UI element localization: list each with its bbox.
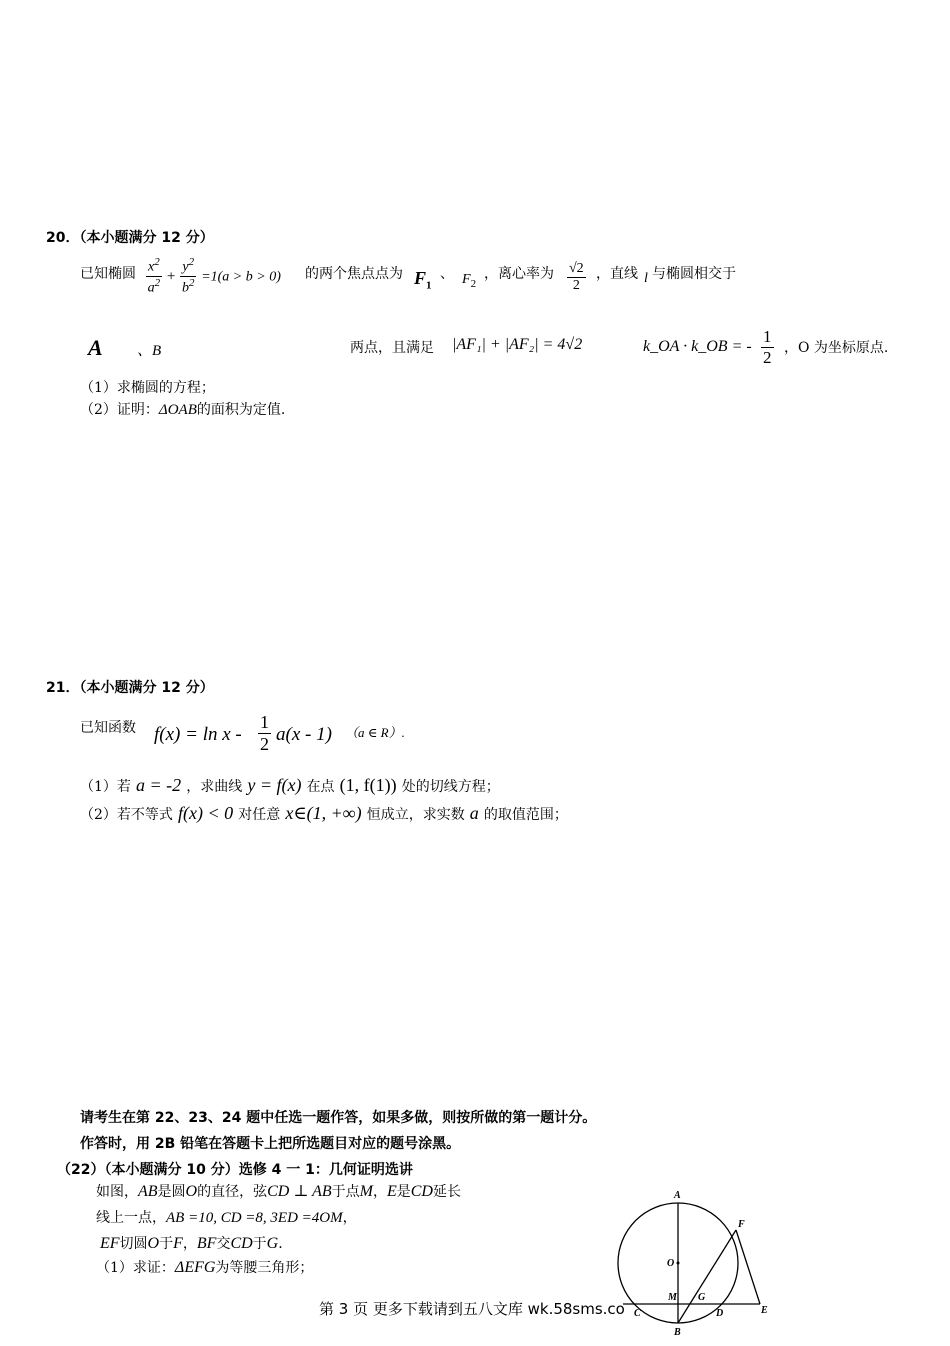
ellipse-equation: $\frac{x^2}{a^2}$ + $\frac{y^2}{b^2}$ =1(a > b > 0) — [147, 256, 281, 296]
q22-header: （22）（本小题满分 10 分）选修 4 一 1：几何证明选讲 — [57, 1162, 413, 1178]
label-e: E — [761, 1305, 768, 1316]
origin-note: ，O 为坐标原点. — [784, 340, 889, 356]
notice-line-1: 请考生在第 22、23、24 题中任选一题作答，如果多做，则按所做的第一题计分。 — [80, 1110, 597, 1126]
slope-product: k_OA · k_OB = - — [643, 338, 752, 355]
q21-part2: （2）若不等式 f(x) < 0 对任意 x∈(1, +∞) 恒成立，求实数 a 的取值范围； — [80, 803, 568, 823]
label-f: F — [738, 1219, 745, 1230]
page-footer: 第 3 页 更多下载请到五八文库 wk.58sms.co — [319, 1300, 625, 1318]
function-domain: （a ∈ R）. — [345, 725, 405, 740]
circle-geometry-figure — [610, 1180, 790, 1340]
focus-f1: $F_1$ — [414, 268, 432, 292]
q21-header: 21．（本小题满分 12 分） — [46, 680, 214, 696]
q20-part2: （2）证明：ΔOAB的面积为定值. — [80, 402, 286, 418]
label-g: G — [698, 1292, 706, 1303]
q21-part1: （1）若 a = -2 ，求曲线 y = f(x) 在点 (1, f(1)) 处的切线方程； — [80, 775, 500, 795]
q21-intro: 已知函数 — [80, 720, 136, 736]
function-definition: f(x) = ln x - — [154, 724, 242, 745]
segment-bf — [678, 1230, 736, 1323]
eccentricity-value: $\frac{√2}{2}$ — [569, 261, 584, 293]
q22-line-3: EF切圆O于F，BF交CD于G. — [100, 1235, 283, 1252]
notice-line-2: 作答时，用 2B 铅笔在答题卡上把所选题目对应的题号涂黑。 — [80, 1136, 461, 1152]
label-c: C — [634, 1308, 641, 1319]
label-d: D — [716, 1308, 724, 1319]
label-b: B — [674, 1327, 681, 1338]
q20-foci-text: 的两个焦点点为 — [305, 266, 403, 282]
line-l: l — [644, 271, 648, 286]
q22-part1: （1）求证：ΔEFG为等腰三角形； — [96, 1259, 314, 1276]
focal-sum-condition: |AF₁| + |AF₂| = 4√2 — [452, 336, 583, 353]
focus-f2: $F_2$ — [462, 272, 477, 290]
label-o: O — [667, 1258, 675, 1269]
q22-line-1: 如图，AB是圆O的直径，弦CD ⊥ AB于点M，E是CD延长 — [96, 1183, 461, 1200]
point-a: A — [88, 335, 103, 360]
label-m: M — [668, 1292, 677, 1303]
tangent-ef — [736, 1230, 760, 1304]
label-a: A — [674, 1190, 681, 1201]
q20-intro: 已知椭圆 — [80, 266, 136, 282]
q20-header: 20．（本小题满分 12 分） — [46, 230, 214, 246]
q22-line-2: 线上一点，AB =10, CD =8, 3ED =4OM， — [96, 1210, 357, 1226]
point-b: 、B — [137, 343, 162, 359]
q20-part1: （1）求椭圆的方程； — [80, 380, 215, 396]
